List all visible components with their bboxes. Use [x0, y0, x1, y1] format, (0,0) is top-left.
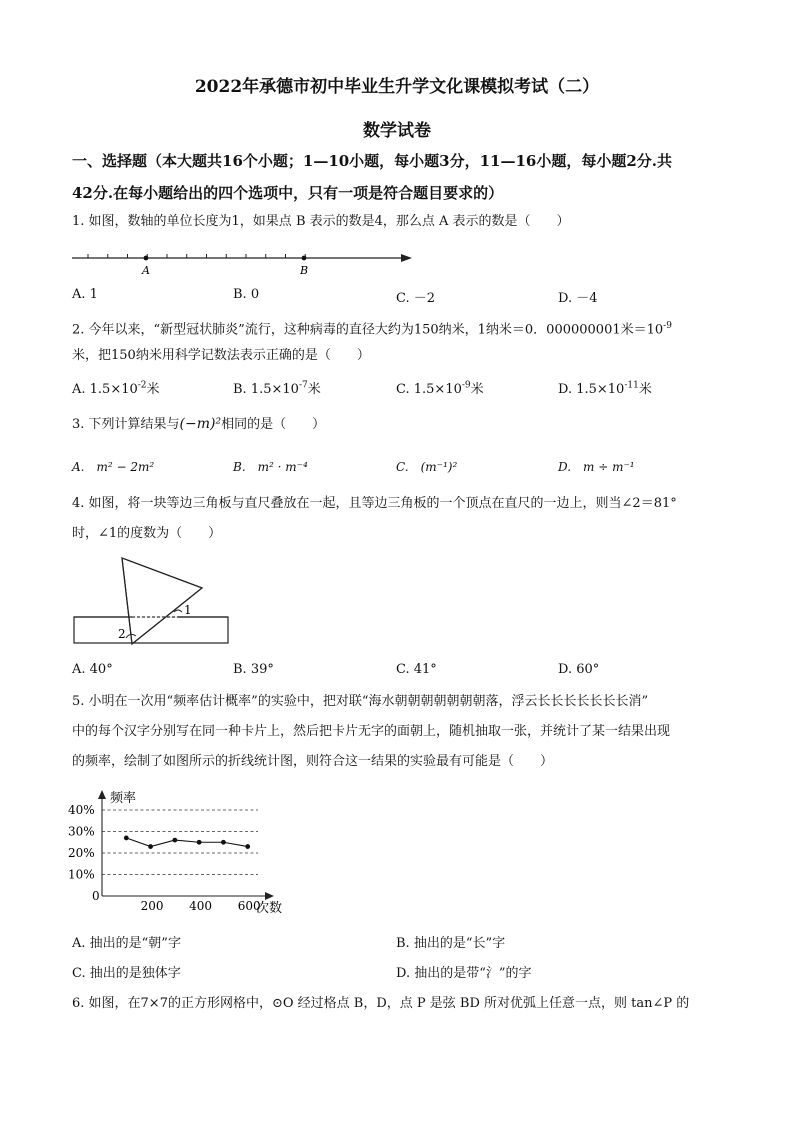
q2-option-c[interactable]: C. $1.5\times 10^{-9}$米	[396, 380, 484, 397]
q1-text: 1. 如图，数轴的单位长度为1，如果点 B 表示的数是4，那么点 A 表示的数是（ ）	[72, 214, 570, 229]
q1-option-a[interactable]: A. 1	[72, 287, 98, 302]
q4-option-b[interactable]: B. 39°	[233, 662, 274, 677]
q6-text: 6. 如图，在7×7的正方形网格中，⊙O 经过格点 B，D，点 P 是弦 BD 所对优弧上任意一点，则 tan∠P 的	[72, 996, 690, 1011]
q3-option-d[interactable]: D. m ÷ m⁻¹	[558, 460, 635, 474]
q3-option-a[interactable]: A. m² − 2m²	[72, 460, 155, 474]
triangle-shape	[122, 558, 202, 644]
chart-data-point	[245, 844, 250, 849]
q5-line2: 中的每个汉字分别写在同一种卡片上，然后把卡片无字的面朝上，随机抽取一张，并统计了某一结果出现	[72, 724, 671, 739]
page-subtitle: 数学试卷	[363, 121, 431, 141]
number-line-figure	[68, 244, 418, 280]
q1-option-d[interactable]: D. －4	[558, 291, 598, 306]
chart-y-label: 频率	[110, 791, 137, 806]
chart-data-point	[197, 840, 202, 845]
q1-option-c[interactable]: C. －2	[396, 291, 436, 306]
point-a	[144, 256, 149, 261]
point-a-label: A	[142, 264, 150, 277]
q5-option-d[interactable]: D. 抽出的是带“氵”的字	[396, 966, 532, 981]
q2-line2: 米，把150纳米用科学记数法表示正确的是（ ）	[72, 348, 370, 363]
chart-origin-label: 0	[92, 889, 100, 903]
chart-data-point	[148, 844, 153, 849]
q5-option-a[interactable]: A. 抽出的是“朝”字	[72, 936, 181, 951]
chart-data-point	[221, 840, 226, 845]
q5-option-c[interactable]: C. 抽出的是独体字	[72, 966, 181, 981]
q3-option-c[interactable]: C. (m⁻¹)²	[396, 460, 458, 474]
q5-line3: 的频率，绘制了如图所示的折线统计图，则符合这一结果的实验最有可能是（ ）	[72, 754, 554, 769]
q4-line1: 4. 如图，将一块等边三角板与直尺叠放在一起，且等边三角板的一个顶点在直尺的一边上，则当∠2＝81°	[72, 496, 677, 511]
q5-line1: 5. 小明在一次用“频率估计概率”的实验中，把对联“海水朝朝朝朝朝朝朝落，浮云长长长长长长长消”	[72, 694, 649, 709]
q3-option-b[interactable]: B. m² · m⁻⁴	[233, 460, 308, 474]
frequency-line-chart	[66, 786, 306, 920]
q4-line2: 时，∠1的度数为（ ）	[72, 526, 222, 541]
point-b-label: B	[300, 264, 309, 277]
q4-option-c[interactable]: C. 41°	[396, 662, 437, 677]
triangle-ruler-figure	[70, 552, 235, 648]
angle-2-label: 2	[118, 627, 126, 641]
chart-x-tick-label: 600	[237, 899, 261, 913]
chart-data-point	[124, 836, 129, 841]
q1-option-b[interactable]: B. 0	[233, 287, 260, 302]
section-heading-line1: 一、选择题（本大题共16个小题；1—10小题，每小题3分，11—16小题，每小题2分.共	[72, 152, 673, 170]
q2-line1: 2. 今年以来，“新型冠状肺炎”流行，这种病毒的直径大约为150纳米，1纳米＝0．000000001米$=10^{-9}$	[72, 321, 672, 338]
chart-y-tick-label: 20%	[68, 846, 95, 860]
point-b	[302, 256, 307, 261]
q4-option-d[interactable]: D. 60°	[558, 662, 600, 677]
chart-y-tick-label: 40%	[68, 803, 95, 817]
chart-series-line	[126, 838, 247, 847]
section-heading-line2: 42分.在每小题给出的四个选项中，只有一项是符合题目要求的）	[72, 184, 504, 202]
q2-option-d[interactable]: D. $1.5\times 10^{-11}$米	[558, 380, 652, 397]
q3-text: 3. 下列计算结果与(−m)²相同的是（ ）	[72, 416, 326, 432]
chart-y-tick-label: 10%	[68, 867, 95, 882]
page-title: 2022年承德市初中毕业生升学文化课模拟考试（二）	[194, 77, 600, 97]
q2-option-b[interactable]: B. $1.5\times 10^{-7}$米	[233, 380, 321, 397]
q2-option-a[interactable]: A. $1.5\times 10^{-2}$米	[72, 380, 160, 397]
q5-option-b[interactable]: B. 抽出的是“长”字	[396, 936, 506, 951]
angle-1-label: 1	[184, 603, 192, 617]
q4-option-a[interactable]: A. 40°	[72, 662, 113, 677]
chart-x-tick-label: 200	[140, 899, 164, 913]
chart-data-point	[172, 838, 177, 843]
chart-x-label: 次数	[256, 901, 283, 916]
chart-y-tick-label: 30%	[68, 824, 95, 839]
chart-x-tick-label: 400	[189, 899, 213, 913]
